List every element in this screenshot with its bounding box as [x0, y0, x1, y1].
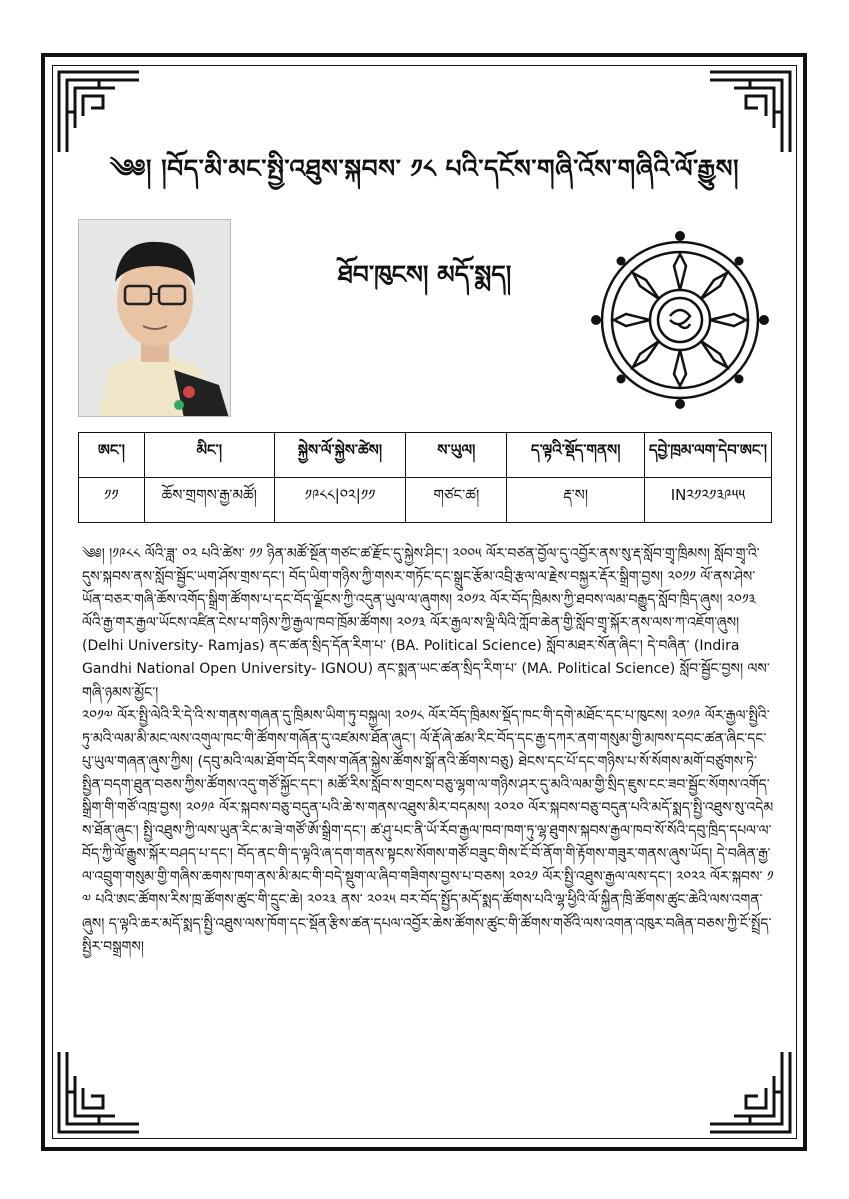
education-end: སློབ་སྦྱོང་བྱས། ལས་གཞི་ཉམས་མྱོང་། — [82, 661, 770, 701]
table-row — [79, 478, 772, 523]
cell-birth-date: ༡༩༨༨|༠༢|༡༡ — [274, 478, 405, 523]
cell-current-residence: རྡ་ས། — [507, 478, 644, 523]
education-link-1: ནང་ཚན་སྲིད་དོན་རིག་པ་ — [269, 638, 387, 655]
header-native-place: ས་ཡུལ། — [406, 433, 507, 478]
candidate-info-table — [78, 432, 772, 523]
education-degree-1: (BA. Political Science) — [390, 638, 542, 655]
candidate-origin-heading: ཐོབ་ཁུངས། མདོ་སྨད། — [337, 260, 512, 289]
cell-name: ཆོས་གྲགས་རྒྱ་མཚོ། — [144, 478, 274, 523]
cell-number: ༡༡ — [79, 478, 145, 523]
header-number: ཨང་། — [79, 433, 145, 478]
header-name: མིང་། — [144, 433, 274, 478]
cell-native-place: གཙང་ཚ། — [406, 478, 507, 523]
education-degree-2: (MA. Political Science) — [521, 661, 676, 678]
biography-text — [82, 543, 774, 1079]
education-link-2: སློབ་མཐར་སོན་ཞིང་། དེ་བཞིན་ — [546, 638, 690, 655]
biography-paragraph-2: ༢༠༡༧ ལོར་སྤྱི་ལེའི་རི་དེ་འི་ས་གནས་གཞན་དུ་ཁྲིམས་ཡིག་ཏུ་བསྐྱལ། ༢༠༡༨ ལོར་བོད་ཁྲིམས་སྡོད་ཁང་གི་དགེ་མཐོང་དང་པ་ཁུངས། ༢༠༡༩ ལོར་རྒྱལ་སྤྱིའི་ཏུ་མའི་ལམ་མི་མང་ལས་འགུལ་ཁང་གི་ཚོགས་གཞོན་དུ་འཛམས་ཐོན་ཞུང་། ལོ་རྡོ་ཞེ་ཚམ་རིང་བོད་དང་རྒྱ་དཀར་ནག་གསུམ་གྱི་མཁས་དབང་ཚན་ཞིང་དང་པུ་ཡུལ་གཞན་ཞུས་ཀྱིས། (དབུ་མའི་ལམ་ཐོག་བོད་རིགས་གཞོན་སྐྱེས་ཚོགས་སྒོ་ནའི་ཚོགས་བཅུ) ཐེངས་དང་པོ་དང་གཉིས་པ་སོ་སོགས་མགོ་བཙུགས་ཏེ་སྤྱིན་བདག་ཐུན་བཅས་ཀྱིས་ཚོགས་འདུ་གཙོ་སྐྱོང་དང་། མཚོ་རིས་སློབ་ས་གྲངས་བཅུ་ལྷག་ལ་གཉིས་ཤར་དུ་མའི་ལམ་གྱི་སྲིད་ཇུས་ངང་ཟབ་སྦྱོང་སོགས་འགོད་སྒྲིག་གི་གཙོ་འཁྲ་བྱས། ༢༠༡༩ ལོར་སྐབས་བཅུ་བདུན་པའི་ཆེ་ས་གནས་འཐུས་མིར་བདམས། ༢༠༢༠ ལོར་སྐབས་བཅུ་བདུན་པའི་མདོ་སྨད་སྤྱི་འཐུས་སུ་འདེམས་ཐོན་ཞུང་། སྤྱི་འཐུས་ཀྱི་ལས་ཡུན་རིང་མ་ཟེ་གཙོ་ཨོ་སྒྲིག་དང་། ཚ་ཤུ་པང་ནི་ཡོ་རོབ་རྒྱལ་ཁབ་ཁག་ཏུ་ལྷ་ཐུགས་སྐབས་རྒྱལ་ཁབ་སོ་སོའི་དབུ་ཁྲིད་དཔལ་ལ་བོད་ཀྱི་ལོ་རྒྱུས་སྐོར་བཤད་པ་དང་། བོད་ནང་གི་ད་ལྟའི་ཞ་དག་གནས་སྟངས་སོགས་གཙོ་བཟུང་གིས་ངོ་བོ་ནོག་གི་རྟོགས་གཟུར་གནས་ཞུས་ཡོད། དེ་བཞིན་རྒྱ་ལ་འབྲུག་གསུམ་གྱི་གཞིས་ཆགས་ཁག་ནས་མི་མང་གི་བདེ་སྡུག་ལ་ཞིབ་གཟིགས་བྱས་པ་བཅས། ༢༠༢༡ ལོར་སྤྱི་འཐུས་རྒྱལ་ལས་དང་། ༢༠༢༢ ལོར་སྐབས་ ༡༧ པའི་ཨང་ཚོགས་རིས་ཁྲ་ཚོགས་ཚུང་གི་དྲུང་ཆེ། ༢༠༢༣ ནས་ ༢༠༢༥ བར་བོད་སྤྱོད་མདོ་སྨད་ཚོགས་པའི་ལྷ་ཕྱིའི་ལོ་སྐྱིན་ཁྲི་ཚོགས་ཚུང་ཆེའི་ལས་འགན་ཞུས། ད་ལྟའི་ཆར་མདོ་སྨད་སྤྱི་འཐུས་ལས་ཁོག་དང་སྡོན་རྩིས་ཚན་དཔལ་འབྱོར་ཆེས་ཚོགས་ཚུང་གི་ཚོགས་གཙོའི་ལས་འགན་འཁུར་བཞིན་བཅས་ཀྱི་ངོ་སྤྲོད་སྤྱིར་བསྒྲགས། — [82, 707, 774, 955]
cell-green-book-number: IN༢༡༢༡༣༩༥༥ — [644, 478, 771, 523]
header-birth-date: སྐྱེས་ལོ་སྐྱེས་ཚེས། — [274, 433, 405, 478]
biography-paragraph-1 — [82, 543, 774, 705]
bio-intro: ༄༅། །༡༩༨༨ ལོའི་ཟླ་ ༠༢ པའི་ཚེས་ ༡༡ ཉིན་མཚོ་སྔོན་གཙང་ཚ་རྫོང་དུ་སྐྱེས་ཤིང་། ༢༠༠༥ ལོར་བཙན་བྱོལ་དུ་འབྱོར་ནས་སུ་རྡ་སློབ་གྲྭ་ཁྲིམས། སློབ་གྲྭ་འི་དུས་སྐབས་ནས་སློབ་སྦྱོང་ཡག་ཤོས་གྲས་དང་། བོད་ཡིག་གཉིས་ཀྱི་གསར་གཏོང་དང་སྒྲུང་རྩོམ་འབྲི་རྩལ་ལ་རྗེས་བསྐྱར་རྡོར་སྒྲིག་བྱས། ༢༠༡༡ ལོ་ནས་ཤེས་ཡོན་བཅར་གཞི་ཆོས་འགོད་སྒྲིག་ཚོགས་པ་དང་བོད་ལྗོངས་ཀྱི་འདུན་ཡུལ་ལ་ཞུགས། ༢༠༡༢ ལོར་བོད་ཁྲིམས་ཀྱི་ཐབས་ལམ་བརྒྱུད་སློབ་ཁྲིད་ཞུས། ༢༠༡༣ ལོའི་རྒྱ་གར་རྒྱལ་ཡོངས་འཛིན་ངེས་པ་གཉིས་ཀྱི་རྒྱལ་ཁབ་ཁྲོམ་ཚོགས། ༢༠༡༣ ལོར་རྒྱལ་ས་ལྡི་ལིའི་ཀློབ་ཆེན་གྱི་སློབ་གྲྭ་སྐོར་ནས་ལས་ཀ་འཇོག་ཞུས། — [82, 546, 760, 632]
dharma-wheel-icon — [586, 226, 774, 414]
education-university-2: (Indira Gandhi National Open University- IGNOU) — [82, 638, 740, 678]
education-link-3: ནང་སྨན་ཡང་ཚན་སྲིད་རིག་པ་ — [377, 661, 517, 678]
education-university-1: (Delhi University- Ramjas) — [82, 638, 265, 655]
table-header-row — [79, 433, 772, 478]
header-green-book-number: དབྱེ་ཁྲམ་ལག་དེབ་ཨང་། — [644, 433, 771, 478]
document-title: ༄༅། །བོད་མི་མང་སྤྱི་འཐུས་སྐབས་ ༡༨ པའི་དངོས་གཞི་འོས་གཞིའི་ལོ་རྒྱུས། — [109, 154, 740, 183]
header-current-residence: ད་ལྟའི་སྡོད་གནས། — [507, 433, 644, 478]
